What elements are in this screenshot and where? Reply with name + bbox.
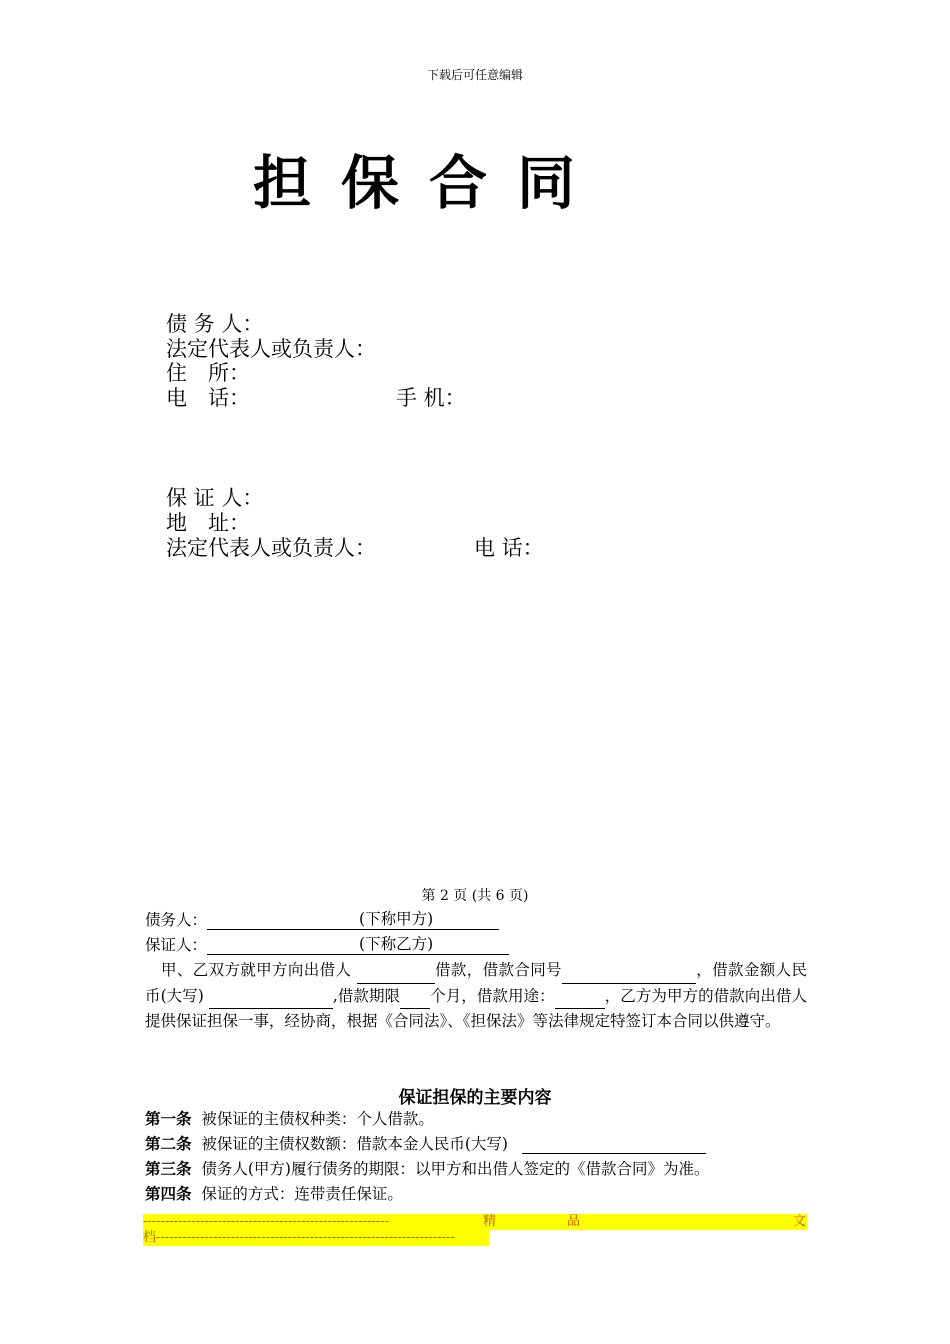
section-title: 保证担保的主要内容 (398, 1088, 552, 1108)
debtor-phone-label: 电 话： (166, 386, 250, 410)
purpose-blank (555, 990, 605, 1009)
intro-text-4: ,借款期限 (332, 986, 401, 1005)
debtor-residence-label: 住 所： (166, 361, 250, 385)
article-2-label: 第二条 (145, 1134, 192, 1153)
debtor-label: 债 务 人： (166, 312, 264, 336)
term-blank (400, 990, 430, 1009)
footer-dashes-left: -------------------------------------------------------- (143, 1214, 389, 1229)
footer-char-1: 精 (483, 1214, 497, 1229)
article-3-label: 第三条 (145, 1159, 192, 1178)
guarantor-suffix: (下称乙方) (359, 935, 434, 953)
lender-blank (357, 965, 435, 984)
guarantor-label: 保 证 人： (166, 486, 264, 510)
article-4 (145, 1184, 403, 1204)
intro-text-3: ，借款金额人民币(大写) (145, 961, 807, 1005)
article-1 (145, 1109, 434, 1129)
article-3 (145, 1159, 709, 1179)
contract-number-blank (562, 965, 696, 984)
intro-text-5: 个月，借款用途： (430, 986, 555, 1005)
article-2-text: 被保证的主债权数额：借款本金人民币(大写) (201, 1135, 508, 1153)
parties-debtor-label: 债务人： (145, 911, 208, 929)
intro-text-2: 借款，借款合同号 (434, 961, 562, 979)
guarantor-legal-rep-label: 法定代表人或负责人： (166, 536, 376, 560)
guarantor-name-field (207, 934, 509, 955)
intro-text-6: ，乙方为甲方的借款向出借人提供保证担保一事，经协商，根据《合同法》、《担保法》等法律规定特签订本合同以供遵守。 (145, 986, 807, 1030)
principal-amount-blank (522, 1135, 706, 1154)
footer-highlight-line-1 (143, 1214, 807, 1230)
parties-guarantor-label: 保证人： (145, 936, 208, 954)
debtor-legal-rep-label: 法定代表人或负责人： (166, 337, 376, 361)
footer-char-3: 文 (793, 1214, 807, 1229)
guarantor-phone-label: 电 话： (474, 536, 544, 560)
article-4-text: 保证的方式：连带责任保证。 (201, 1185, 403, 1203)
footer-dashes-right: -------------------------------------------------------------------- (156, 1230, 455, 1245)
article-1-label: 第一条 (145, 1109, 192, 1128)
article-3-text: 债务人(甲方)履行债务的期限：以甲方和出借人签定的《借款合同》为准。 (201, 1160, 710, 1178)
debtor-mobile-label: 手 机： (396, 386, 466, 410)
footer-char-4: 档 (143, 1230, 157, 1245)
parties-debtor-line (145, 909, 499, 930)
intro-text-1: 甲、乙双方就甲方向出借人 (161, 961, 357, 979)
intro-paragraph (145, 958, 807, 1035)
guarantor-address-label: 地 址： (166, 511, 250, 535)
footer-highlight-line-2 (143, 1230, 489, 1246)
footer-char-2: 品 (567, 1214, 581, 1229)
amount-blank (209, 990, 333, 1009)
debtor-name-field (207, 909, 499, 930)
page-number: 第 2 页 (共 6 页) (421, 888, 529, 904)
debtor-suffix: (下称甲方) (359, 910, 434, 928)
article-2 (145, 1134, 706, 1154)
article-4-label: 第四条 (145, 1184, 192, 1203)
header-note: 下载后可任意编辑 (426, 68, 523, 82)
article-1-text: 被保证的主债权种类：个人借款。 (201, 1110, 434, 1128)
document-title: 担保合同 (253, 149, 606, 217)
parties-guarantor-line (145, 934, 509, 955)
